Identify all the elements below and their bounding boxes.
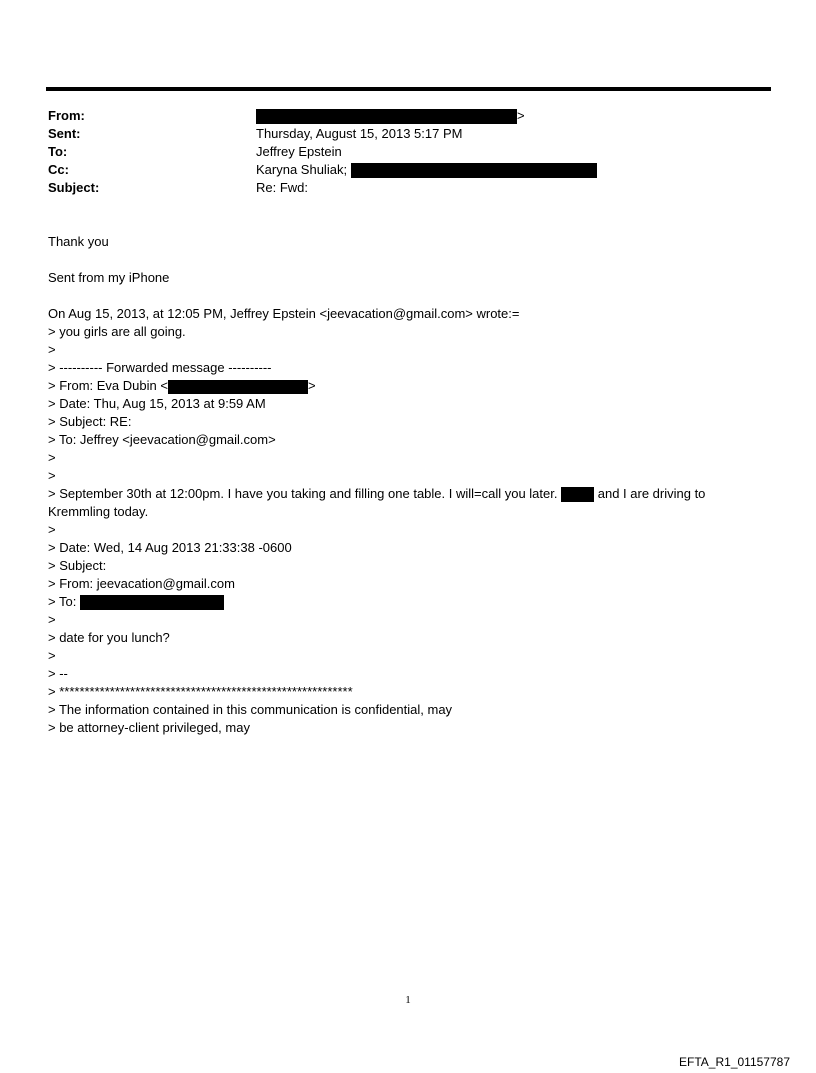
quoted-line: > date for you lunch?	[48, 630, 170, 645]
quoted-paragraph	[48, 485, 768, 503]
quoted-line: > Subject: RE:	[48, 414, 132, 429]
quoted-paragraph-end: and I are driving to	[597, 486, 706, 501]
redaction-block	[561, 487, 594, 502]
quoted-line: > The information contained in this communication is confidential, may	[48, 702, 453, 717]
from-row	[48, 107, 768, 125]
quoted-separator: > **********************************************************	[48, 684, 353, 699]
redaction-block	[168, 380, 308, 394]
subject-row	[48, 179, 768, 197]
quoted-line: > Subject:	[48, 558, 107, 573]
email-body	[48, 233, 768, 737]
thanks-line: Thank you	[48, 234, 109, 249]
quoted-line: >	[48, 648, 56, 663]
quoted-from-suffix: >	[307, 378, 316, 393]
quoted-line: > ---------- Forwarded message ----------	[48, 360, 272, 375]
from-value	[256, 107, 525, 125]
quoted-from-line	[48, 377, 768, 395]
cc-row	[48, 161, 768, 179]
quoted-line: >	[48, 522, 56, 537]
quoted-line: >	[48, 450, 56, 465]
redaction-block	[351, 163, 597, 178]
quoted-paragraph-start: > September 30th at 12:00pm. I have you taking and filling one table. I will=call you later.	[48, 486, 558, 501]
sent-label: Sent:	[48, 126, 81, 141]
quoted-line: > Date: Thu, Aug 15, 2013 at 9:59 AM	[48, 396, 266, 411]
from-label: From:	[48, 108, 85, 123]
redaction-block	[80, 595, 224, 610]
page-number: 1	[405, 994, 411, 1006]
quoted-line: >	[48, 468, 56, 483]
to-label: To:	[48, 144, 68, 159]
quoted-line: > From: jeevacation@gmail.com	[48, 576, 235, 591]
quote-intro: On Aug 15, 2013, at 12:05 PM, Jeffrey Epstein <jeevacation@gmail.com> wrote:=	[48, 306, 520, 321]
quoted-to-line	[48, 593, 768, 611]
email-header	[48, 107, 768, 197]
document-id: EFTA_R1_01157787	[679, 1055, 790, 1069]
quoted-paragraph-cont: Kremmling today.	[48, 504, 149, 519]
subject-value: Re: Fwd:	[256, 180, 309, 195]
quoted-line: > be attorney-client privileged, may	[48, 720, 250, 735]
sent-value: Thursday, August 15, 2013 5:17 PM	[256, 126, 463, 141]
quoted-line: > --	[48, 666, 68, 681]
cc-value-wrap	[256, 161, 597, 179]
signature-line: Sent from my iPhone	[48, 270, 170, 285]
redaction-block	[256, 109, 517, 124]
quoted-line: > To: Jeffrey <jeevacation@gmail.com>	[48, 432, 276, 447]
quoted-to-prefix: > To:	[48, 594, 77, 609]
quoted-line: > you girls are all going.	[48, 324, 186, 339]
cc-label: Cc:	[48, 162, 69, 177]
spacer	[48, 287, 768, 305]
quoted-from-prefix: > From: Eva Dubin <	[48, 378, 168, 393]
subject-label: Subject:	[48, 180, 100, 195]
spacer	[48, 251, 768, 269]
to-value: Jeffrey Epstein	[256, 144, 342, 159]
quoted-line: >	[48, 612, 56, 627]
cc-value: Karyna Shuliak;	[256, 162, 348, 177]
from-suffix: >	[517, 108, 525, 123]
sent-row	[48, 125, 768, 143]
quoted-line: > Date: Wed, 14 Aug 2013 21:33:38 -0600	[48, 540, 292, 555]
header-rule	[46, 87, 771, 91]
to-row	[48, 143, 768, 161]
quoted-line: >	[48, 342, 56, 357]
